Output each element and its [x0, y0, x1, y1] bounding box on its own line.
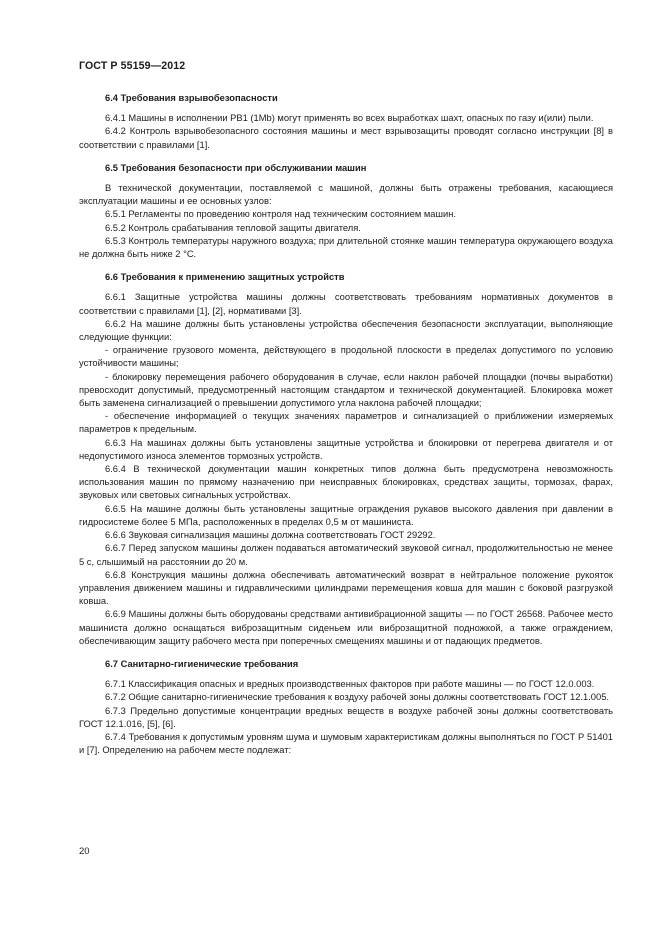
- paragraph: 6.6.9 Машины должны быть оборудованы средствами антивибрационной защиты — по ГОСТ 26568. Рабочее место машиниста должно оснащаться виброзащитным сиденьем или виброзащитной подножкой, а также ограждением, обеспечивающим защиту рабочего места при поперечных смещениях машины и от падающих предметов.: [79, 609, 613, 646]
- paragraph: 6.5.2 Контроль срабатывания тепловой защиты двигателя.: [105, 222, 361, 233]
- paragraph: В технической документации, поставляемой с машиной, должны быть отражены требования, касающиеся эксплуатации машины и ее основных узлов:: [79, 183, 613, 207]
- list-item: - ограничение грузового момента, действующего в продольной плоскости в пределах допустимого по условию устойчивости машины;: [79, 345, 613, 369]
- paragraph: 6.6.2 На машине должны быть установлены устройства обеспечения безопасности эксплуатации, выполняющие следующие функции:: [79, 318, 613, 343]
- paragraph: 6.6.7 Перед запуском машины должен подаваться автоматический звуковой сигнал, продолжительностью не менее 5 с, слышимый на расстоянии до 20 м.: [79, 543, 613, 567]
- paragraph: 6.5.3 Контроль температуры наружного воздуха; при длительной стоянке машин температура окружающего воздуха не должна быть ниже 2 °С.: [79, 235, 613, 260]
- section-title: 6.4 Требования взрывобезопасности: [105, 93, 278, 103]
- document-body: [79, 92, 613, 757]
- section-title: 6.5 Требования безопасности при обслуживании машин: [105, 162, 367, 173]
- paragraph: 6.7.4 Требования к допустимым уровням шума и шумовым характеристикам должны выполняться по ГОСТ Р 51401 и [7]. Определению на рабочем месте подлежат:: [79, 731, 613, 756]
- paragraph: 6.6.6 Звуковая сигнализация машины должна соответствовать ГОСТ 29292.: [105, 530, 436, 541]
- section-title: 6.6 Требования к применению защитных устройств: [105, 272, 345, 283]
- paragraph: 6.6.3 На машинах должны быть установлены защитные устройства и блокировки от перегрева двигателя и от недопустимого износа элементов тормозных устройств.: [79, 437, 613, 461]
- paragraph: 6.5.1 Регламенты по проведению контроля над техническим состоянием машин.: [105, 209, 456, 220]
- paragraph: 6.7.2 Общие санитарно-гигиенические требования к воздуху рабочей зоны должны соответствовать ГОСТ 12.1.005.: [105, 692, 609, 703]
- paragraph: 6.7.1 Классификация опасных и вредных производственных факторов при работе машины — по ГОСТ 12.0.003.: [105, 679, 595, 690]
- paragraph: 6.4.2 Контроль взрывобезопасного состояния машины и мест взрывозащиты проводят согласно инструкции [8] в соответствии с правилами [1].: [79, 126, 613, 150]
- page-number: 20: [79, 846, 90, 857]
- paragraph: 6.6.5 На машине должны быть установлены защитные ограждения рукавов высокого давления при давлении в гидросистеме более 5 МПа, расположенных в пределах 0,5 м от машиниста.: [79, 503, 613, 527]
- paragraph: 6.6.4 В технической документации машин конкретных типов должна быть предусмотрена невозможность использования машин по прямому назначению при неисправных блокировках, средствах защиты, тормозах, фарах, звуковых или световых сигнальных устройствах.: [79, 464, 613, 501]
- document-header: ГОСТ Р 55159—2012: [79, 60, 186, 72]
- list-item: - обеспечение информацией о текущих значениях параметров и сигнализацией о приближении измеряемых параметров к предельным.: [79, 411, 613, 435]
- paragraph: 6.6.8 Конструкция машины должна обеспечивать автоматический возврат в нейтральное положение рукояток управления движением машины и гидравлическими цилиндрами перемещения ковша для машин с боковой разгрузкой ковша.: [79, 569, 613, 607]
- section-title: 6.7 Санитарно-гигиенические требования: [105, 658, 299, 669]
- paragraph: 6.6.1 Защитные устройства машины должны соответствовать требованиям нормативных документов в соответствии с правилами [1], [2], нормативами [3].: [79, 292, 613, 316]
- paragraph: 6.4.1 Машины в исполнении РВ1 (1Mb) могут применять во всех выработках шахт, опасных по газу и(или) пыли.: [105, 113, 594, 124]
- list-item: - блокировку перемещения рабочего оборудования в случае, если наклон рабочей площадки (почвы выработки) превосходит допустимый, предусмотренный настоящим стандартом и технической документацией. Блокировка может быть заменена сигнализацией о превышении допустимого угла наклона рабочей площадки;: [79, 371, 613, 409]
- paragraph: 6.7.3 Предельно допустимые концентрации вредных веществ в воздухе рабочей зоны должны соответствовать ГОСТ 12.1.016, [5], [6].: [79, 705, 613, 729]
